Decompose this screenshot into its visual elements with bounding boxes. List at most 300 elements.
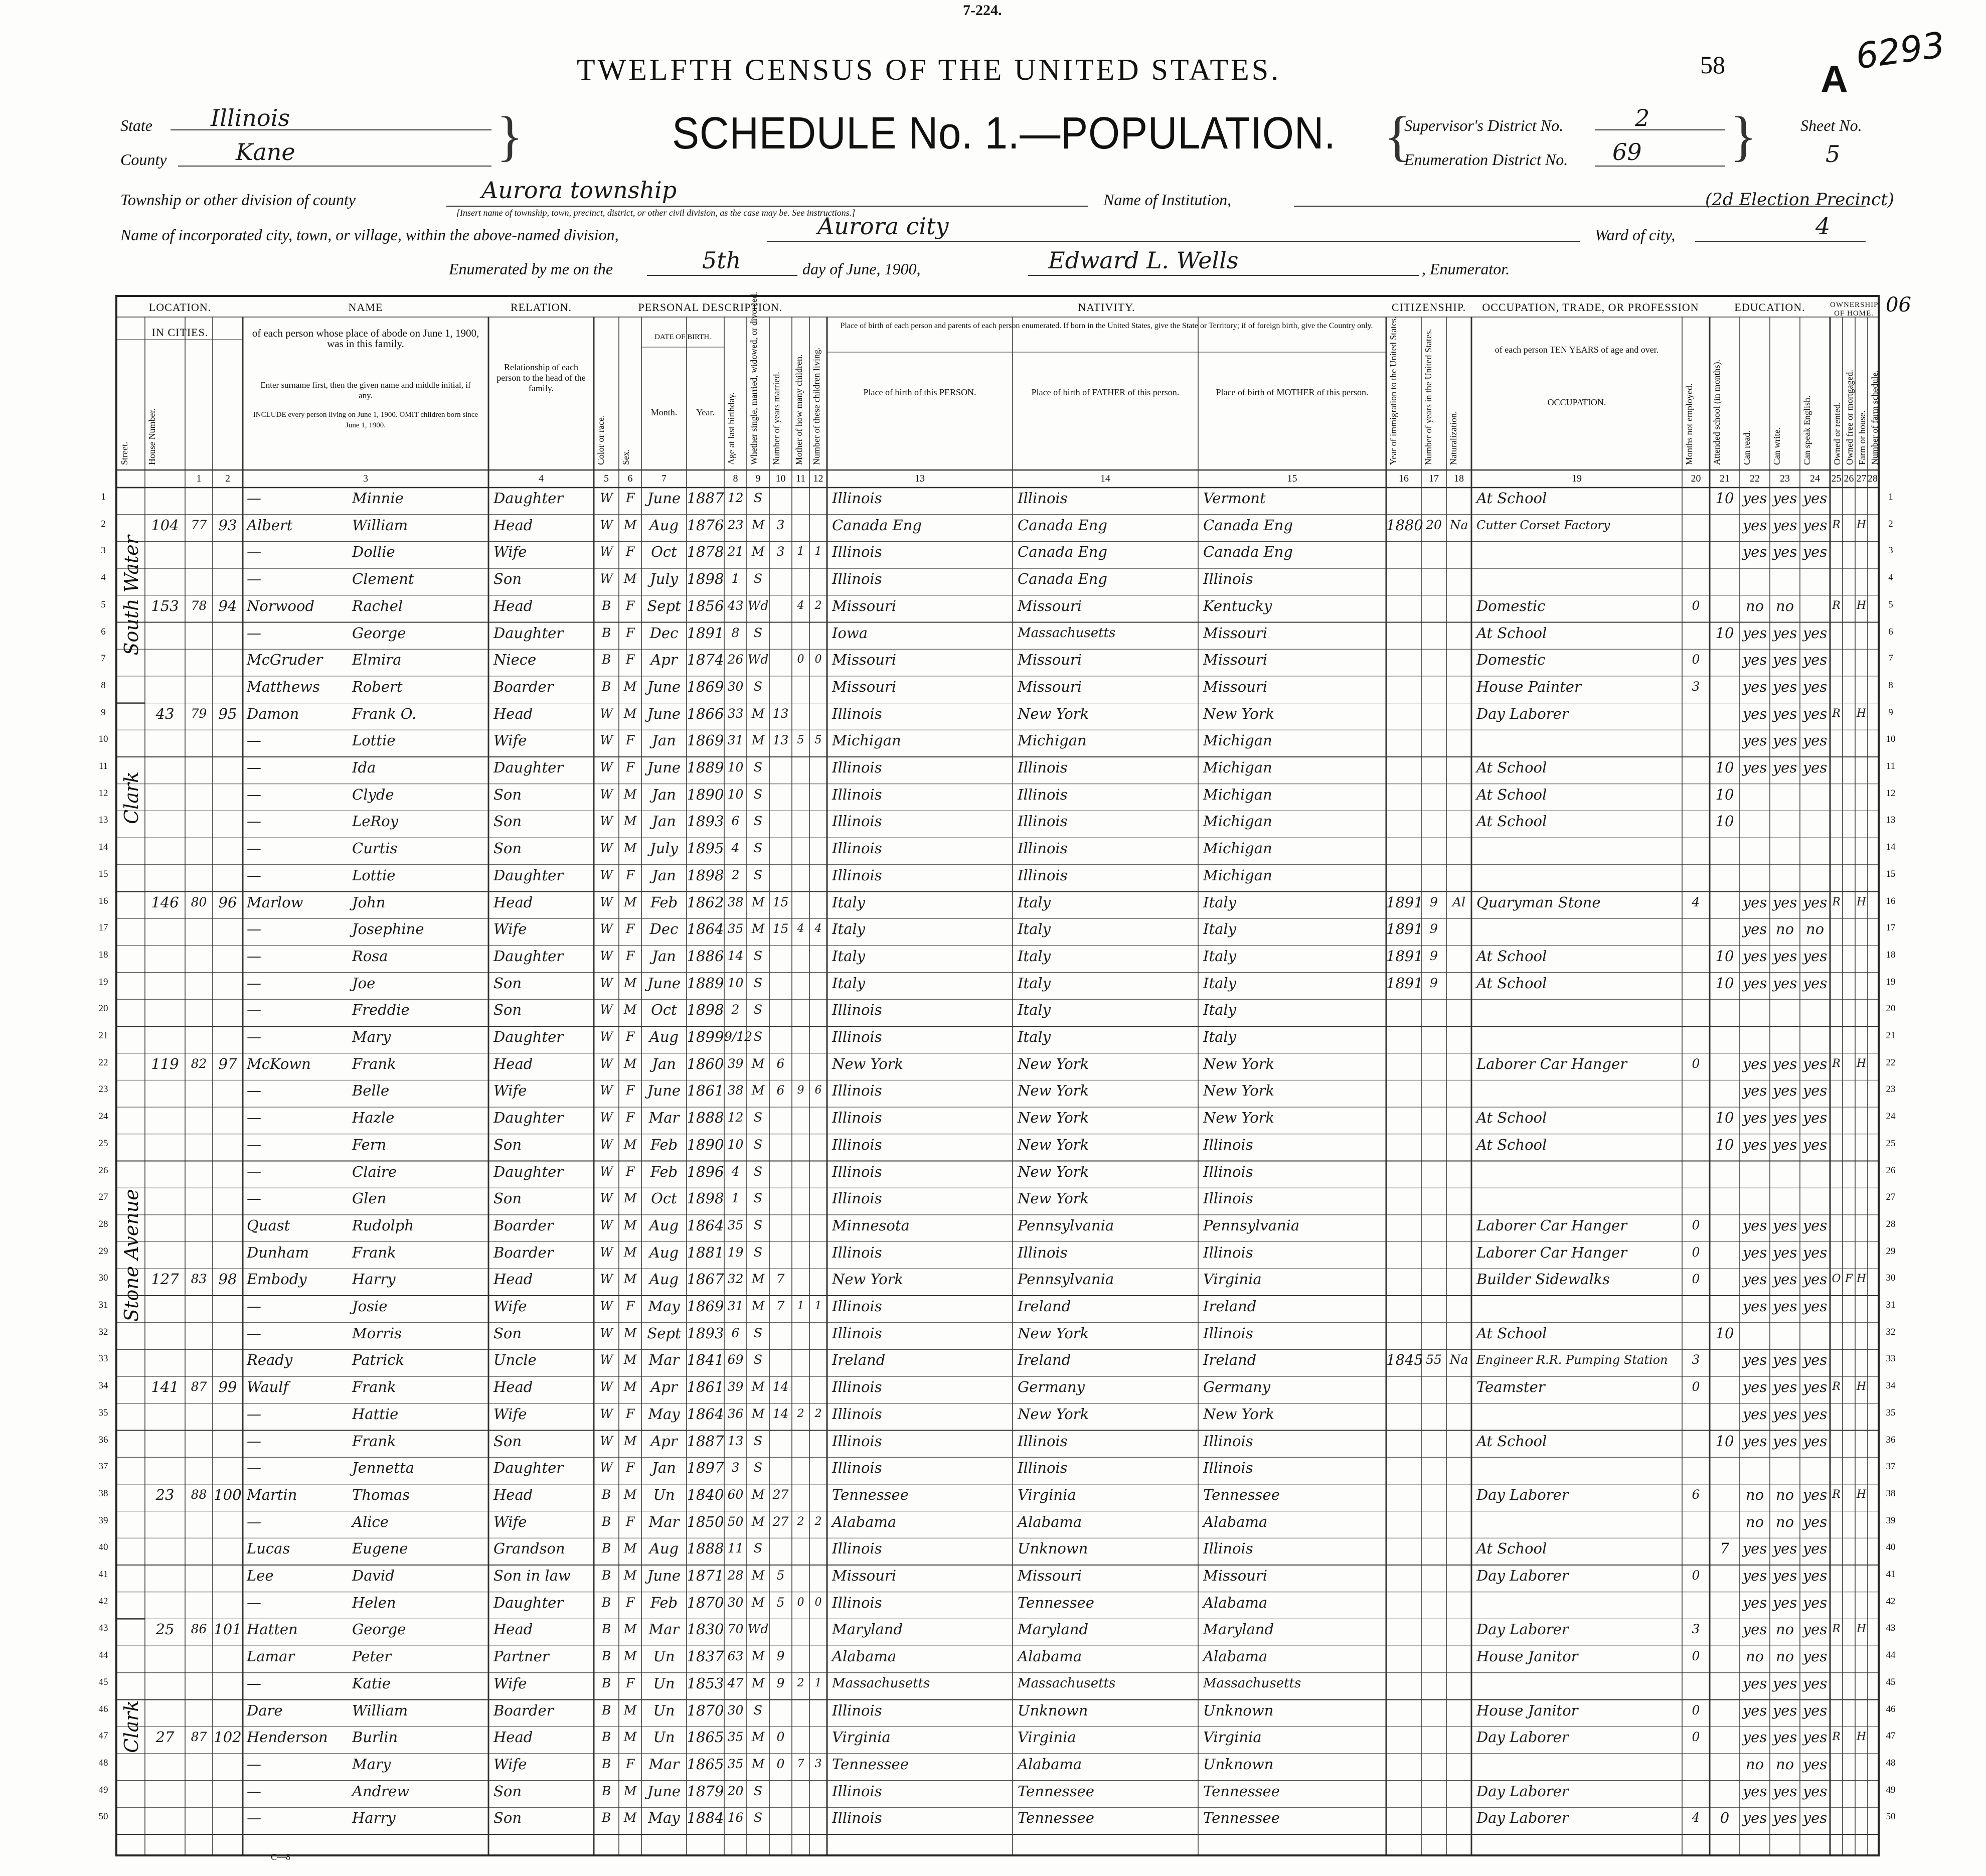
- cell-mon: Dec: [649, 920, 679, 938]
- cell-moc: 2: [797, 1515, 804, 1528]
- column-number: 7: [661, 473, 667, 484]
- cell-col: W: [600, 1191, 613, 1206]
- cell-moc: 2: [797, 1407, 804, 1420]
- cell-sch: 0: [1720, 1809, 1730, 1827]
- cell-mon: Mar: [648, 1513, 680, 1530]
- cell-rd: yes: [1742, 1729, 1767, 1746]
- cell-bp: Missouri: [832, 597, 897, 614]
- cell-mar: S: [753, 571, 763, 586]
- cell-moc: 0: [797, 1596, 804, 1609]
- column-header-chl: Number of these children living.: [811, 347, 821, 465]
- cell-wr: yes: [1772, 893, 1797, 911]
- cell-mar: S: [753, 1110, 763, 1125]
- row-number-right: 14: [1886, 842, 1896, 853]
- column-number: 22: [1750, 473, 1760, 484]
- cell-bp: Illinois: [832, 1001, 882, 1019]
- cell-imm: 1891: [1386, 974, 1423, 992]
- given-name: Hattie: [352, 1405, 399, 1423]
- cell-bm: Illinois: [1203, 1136, 1253, 1153]
- row-number-right: 19: [1886, 976, 1896, 987]
- cell-bf: Illinois: [1018, 1432, 1068, 1450]
- cell-mon: Feb: [650, 1163, 678, 1180]
- column-number: 27: [1856, 473, 1867, 484]
- row-number-left: 8: [101, 680, 106, 691]
- cell-bf: New York: [1018, 1190, 1089, 1207]
- cell-yr: 1893: [687, 1324, 724, 1342]
- cell-bf: Illinois: [1018, 813, 1068, 830]
- cell-wr: yes: [1772, 543, 1797, 561]
- cell-en: yes: [1802, 1298, 1828, 1315]
- cell-bm: Ireland: [1203, 1351, 1257, 1369]
- cell-sex: M: [623, 1217, 637, 1232]
- cell-occ: At School: [1476, 947, 1547, 965]
- cell-yr: 1840: [687, 1486, 724, 1503]
- cell-chl: 1: [814, 545, 822, 558]
- cell-rd: yes: [1742, 1378, 1767, 1396]
- cell-age: 35: [727, 1730, 744, 1745]
- cell-bp: Illinois: [832, 1082, 882, 1100]
- row-number-right: 4: [1888, 572, 1893, 583]
- cell-bp: Alabama: [832, 1513, 897, 1530]
- cell-mar: M: [751, 544, 765, 559]
- surname: —: [247, 1513, 261, 1530]
- cell-age: 2: [731, 1002, 740, 1017]
- supervisor-value: 2: [1635, 104, 1650, 131]
- cell-bp: Massachusetts: [832, 1675, 930, 1691]
- cell-rd: yes: [1742, 759, 1767, 776]
- cell-rel: Head: [493, 516, 533, 534]
- cell-yr: 1861: [687, 1082, 724, 1100]
- cell-col: W: [600, 1137, 613, 1152]
- cell-col: B: [601, 679, 611, 694]
- cell-bm: Missouri: [1203, 651, 1268, 669]
- cell-moc: 1: [797, 1300, 804, 1312]
- cell-house: 141: [151, 1378, 179, 1396]
- cell-bp: Illinois: [832, 705, 882, 722]
- row-number-right: 42: [1886, 1596, 1896, 1607]
- cell-age: 12: [727, 491, 744, 505]
- given-name: Katie: [352, 1674, 391, 1692]
- surname: —: [247, 920, 261, 938]
- row-number-right: 9: [1888, 707, 1893, 718]
- cell-bm: New York: [1203, 1055, 1275, 1072]
- cell-en: yes: [1802, 1513, 1828, 1530]
- cell-yr: 1871: [687, 1567, 724, 1584]
- cell-own: R: [1832, 1380, 1841, 1393]
- cell-wr: yes: [1772, 1243, 1797, 1261]
- row-number-left: 6: [101, 626, 106, 637]
- cell-bf: New York: [1018, 1136, 1089, 1153]
- cell-occ: Laborer Car Hanger: [1476, 1216, 1627, 1234]
- cell-ym: 9: [776, 1675, 785, 1690]
- surname: Martin: [247, 1486, 297, 1503]
- row-number-right: 3: [1888, 545, 1893, 556]
- cell-rel: Daughter: [493, 1163, 564, 1180]
- cell-bm: Michigan: [1203, 813, 1272, 830]
- cell-en: yes: [1802, 1216, 1828, 1234]
- cell-chl: 6: [814, 1084, 822, 1097]
- cell-rel: Son in law: [493, 1567, 571, 1584]
- cell-bm: Illinois: [1203, 1163, 1253, 1180]
- cell-ym: 7: [776, 1272, 785, 1287]
- cell-wr: yes: [1772, 947, 1797, 965]
- row-number-left: 30: [98, 1273, 108, 1284]
- cell-rd: yes: [1742, 1432, 1767, 1450]
- cell-bf: Tennessee: [1018, 1782, 1094, 1800]
- row-number-left: 3: [101, 545, 106, 556]
- cell-mon: Jan: [652, 866, 676, 884]
- person-name: [247, 652, 485, 667]
- cell-mar: M: [751, 1406, 765, 1421]
- cell-chl: 2: [814, 599, 822, 612]
- cell-bf: Ireland: [1018, 1298, 1071, 1315]
- cell-occ: Day Laborer: [1476, 1621, 1569, 1638]
- surname: —: [247, 1594, 261, 1611]
- surname: —: [247, 1190, 261, 1207]
- group-header: OCCUPATION, TRADE, OR PROFESSION: [1482, 301, 1699, 314]
- cell-farm: H: [1856, 599, 1867, 612]
- column-header-dob: DATE OF BIRTH.: [654, 333, 711, 341]
- cell-yr: 1841: [687, 1351, 724, 1369]
- surname: Lamar: [247, 1648, 295, 1665]
- cell-wr: yes: [1772, 1271, 1797, 1288]
- cell-bf: Unknown: [1018, 1701, 1088, 1719]
- cell-yr: 1884: [687, 1809, 724, 1827]
- cell-sex: F: [625, 1164, 635, 1179]
- cell-yr: 1898: [687, 1001, 724, 1019]
- cell-sch: 10: [1715, 490, 1734, 507]
- cell-moc: 4: [797, 599, 804, 612]
- surname: —: [247, 1324, 261, 1342]
- given-name: Robert: [352, 678, 403, 695]
- population-table: [98, 291, 1896, 1856]
- cell-en: yes: [1802, 1271, 1828, 1288]
- cell-yr: 1897: [687, 1459, 724, 1477]
- cell-mar: M: [751, 894, 765, 909]
- row-number-right: 38: [1886, 1488, 1896, 1499]
- cell-rel: Son: [493, 786, 522, 803]
- cell-fam: 93: [218, 516, 237, 534]
- column-number: 8: [733, 473, 738, 484]
- cell-yr: 1869: [687, 732, 724, 749]
- row-number-left: 24: [98, 1111, 108, 1122]
- surname: —: [247, 1782, 261, 1800]
- cell-en: yes: [1802, 1082, 1828, 1100]
- cell-en: yes: [1802, 1648, 1828, 1665]
- cell-occ: House Janitor: [1476, 1701, 1578, 1719]
- row-number-left: 16: [98, 895, 108, 906]
- cell-age: 60: [727, 1487, 744, 1502]
- cell-bm: Illinois: [1203, 1190, 1253, 1207]
- cell-sex: M: [623, 1487, 637, 1502]
- given-name: Alice: [352, 1513, 389, 1530]
- row-number-right: 40: [1886, 1542, 1896, 1553]
- cell-ym: 3: [776, 544, 785, 559]
- surname: —: [247, 1459, 261, 1477]
- cell-rel: Wife: [493, 1298, 527, 1315]
- cell-en: yes: [1802, 543, 1828, 561]
- street-name: Clark: [120, 1700, 142, 1753]
- column-header-en: Can speak English.: [1802, 395, 1812, 465]
- page-number: 58: [1700, 51, 1725, 79]
- column-header-occupation-note: of each person TEN YEARS of age and over.: [1495, 345, 1659, 355]
- cell-sex: M: [623, 1002, 637, 1017]
- cell-unemp: 0: [1692, 1244, 1700, 1260]
- cell-bf: Massachusetts: [1018, 1675, 1116, 1691]
- cell-sex: M: [623, 1325, 637, 1340]
- surname: —: [247, 1432, 261, 1450]
- group-header: OWNERSHIP OF HOME.: [1830, 301, 1879, 318]
- cell-age: 1: [731, 571, 740, 586]
- cell-col: W: [600, 544, 613, 559]
- cell-rel: Wife: [493, 920, 527, 938]
- cell-mar: S: [753, 1137, 763, 1152]
- township-label: Township or other division of county: [120, 191, 356, 209]
- cell-rel: Wife: [493, 1082, 527, 1100]
- cell-wr: yes: [1772, 1082, 1797, 1100]
- row-number-left: 9: [101, 707, 106, 718]
- cell-mon: May: [648, 1298, 680, 1315]
- cell-rel: Head: [493, 1055, 533, 1072]
- cell-age: 32: [727, 1272, 744, 1287]
- surname: Albert: [247, 516, 293, 534]
- cell-bp: Illinois: [832, 866, 882, 884]
- person-name: [247, 491, 485, 506]
- person-name: [247, 1568, 485, 1583]
- person-name: [247, 1487, 485, 1502]
- cell-dw: 86: [191, 1622, 207, 1637]
- row-number-left: 2: [101, 518, 106, 529]
- given-name: Frank O.: [352, 705, 417, 722]
- cell-rd: yes: [1742, 732, 1767, 749]
- cell-mar: S: [753, 1783, 763, 1798]
- cell-col: W: [600, 571, 613, 586]
- surname: —: [247, 543, 261, 561]
- cell-bm: Michigan: [1203, 866, 1272, 884]
- surname: —: [247, 786, 261, 803]
- row-number-right: 2: [1888, 518, 1893, 529]
- cell-ym: 13: [772, 706, 789, 721]
- person-name: [247, 1379, 485, 1394]
- cell-own: R: [1832, 1731, 1841, 1744]
- cell-en: yes: [1802, 1701, 1828, 1719]
- cell-bf: Missouri: [1018, 597, 1082, 614]
- cell-wr: yes: [1772, 732, 1797, 749]
- cell-bf: Illinois: [1018, 490, 1068, 507]
- cell-imm: 1891: [1386, 947, 1423, 965]
- cell-yr: 1888: [687, 1540, 724, 1557]
- cell-sex: M: [623, 706, 637, 721]
- cell-unemp: 0: [1692, 1379, 1700, 1394]
- row-number-right: 34: [1886, 1380, 1896, 1391]
- cell-imm: 1891: [1386, 893, 1423, 911]
- cell-bf: Unknown: [1018, 1540, 1088, 1557]
- column-header-col: Color or race.: [596, 415, 606, 465]
- cell-mar: S: [753, 1244, 763, 1260]
- census-title: TWELFTH CENSUS OF THE UNITED STATES.: [577, 53, 1281, 86]
- county-value: Kane: [236, 138, 295, 166]
- cell-wr: yes: [1772, 759, 1797, 776]
- cell-rel: Head: [493, 597, 533, 614]
- cell-mon: Jan: [652, 786, 676, 803]
- cell-en: yes: [1802, 1621, 1828, 1638]
- cell-mon: Sept: [647, 1324, 681, 1342]
- cell-sex: M: [623, 975, 637, 990]
- cell-rel: Wife: [493, 1405, 527, 1423]
- cell-sex: F: [625, 1675, 635, 1690]
- cell-col: W: [600, 1217, 613, 1232]
- row-number-left: 12: [98, 788, 108, 799]
- cell-bm: Illinois: [1203, 1324, 1253, 1342]
- cell-age: 10: [727, 975, 744, 990]
- row-number-left: 50: [98, 1811, 108, 1822]
- cell-en: yes: [1802, 678, 1828, 695]
- given-name: Josephine: [352, 920, 424, 938]
- row-number-right: 8: [1888, 680, 1893, 691]
- page-header: 7-224. TWELFTH CENSUS OF THE UNITED STATES. SCHEDULE No. 1.—POPULATION. 58 A 6293 State Illinois County Kane } { Supervisor's District No. 2 Enumeration District No. 69 } Sheet No. 5 Township or other division of county Aurora township [Insert name of township, town, precinct, district, or other civil division, as the case may be. See instructions.] Name of Institution, (2d Election Precinct) Name of incorporated city, town, or village, within the above-named division, Aurora city Ward of city, 4 Enumerated by me on the 5th day of June, 1900, Edward L. Wells , Enumerator.: [120, 2, 1947, 278]
- row-number-right: 45: [1886, 1676, 1896, 1687]
- cell-col: W: [600, 706, 613, 721]
- cell-bf: New York: [1018, 1109, 1089, 1127]
- cell-rel: Daughter: [493, 1459, 564, 1477]
- cell-rel: Wife: [493, 1755, 527, 1773]
- cell-occ: Teamster: [1476, 1378, 1545, 1396]
- cell-rel: Boarder: [493, 1216, 554, 1234]
- cell-yr: 1860: [687, 1055, 724, 1072]
- row-number-right: 32: [1886, 1326, 1896, 1337]
- cell-sch: 10: [1715, 624, 1734, 642]
- cell-dw: 83: [191, 1272, 207, 1287]
- cell-bp: Illinois: [832, 490, 882, 507]
- cell-rd: yes: [1742, 1243, 1767, 1261]
- cell-unemp: 0: [1692, 1568, 1700, 1583]
- cell-yr: 1891: [687, 624, 724, 642]
- surname: —: [247, 1298, 261, 1315]
- cell-sex: F: [625, 491, 635, 505]
- county-label: County: [120, 150, 167, 169]
- cell-mon: Jan: [652, 732, 676, 749]
- row-number-right: 22: [1886, 1057, 1896, 1068]
- cell-rd: yes: [1742, 1701, 1767, 1719]
- surname: —: [247, 947, 261, 965]
- cell-occ: Cutter Corset Factory: [1476, 518, 1610, 532]
- cell-sex: M: [623, 1137, 637, 1152]
- cell-ym: 27: [772, 1487, 789, 1502]
- cell-bf: Missouri: [1018, 1567, 1082, 1584]
- street-name: Stone Avenue: [120, 1189, 142, 1322]
- row-number-right: 47: [1886, 1731, 1896, 1742]
- column-number: 25: [1831, 473, 1842, 484]
- cell-col: W: [600, 1299, 613, 1313]
- person-name: [247, 1784, 485, 1799]
- cell-occ: Day Laborer: [1476, 1729, 1569, 1746]
- cell-bp: Illinois: [832, 1190, 882, 1207]
- cell-mar: S: [753, 1217, 763, 1232]
- cell-mar: Wd: [747, 1622, 769, 1637]
- cell-own: R: [1832, 1623, 1841, 1636]
- cell-col: B: [601, 1702, 611, 1717]
- row-number-left: 46: [98, 1703, 108, 1714]
- cell-bm: Illinois: [1203, 570, 1253, 588]
- cell-bf: New York: [1018, 1405, 1089, 1423]
- cell-mar: M: [751, 1514, 765, 1529]
- column-header-moc: Mother of how many children.: [794, 354, 804, 465]
- state-label: State: [120, 116, 152, 134]
- cell-yr: 1866: [687, 705, 724, 722]
- cell-mon: Aug: [649, 1028, 679, 1045]
- cell-col: W: [600, 733, 613, 748]
- cell-occ: At School: [1476, 1109, 1547, 1127]
- cell-occ: Builder Sidewalks: [1476, 1271, 1610, 1288]
- cell-mar: M: [751, 1272, 765, 1287]
- cell-fam: 101: [214, 1621, 242, 1638]
- row-number-left: 43: [98, 1623, 108, 1634]
- given-name: Dollie: [352, 543, 395, 561]
- cell-rel: Boarder: [493, 678, 554, 695]
- cell-unemp: 0: [1692, 1217, 1700, 1232]
- cell-age: 47: [727, 1675, 744, 1690]
- cell-mon: Mar: [648, 1755, 680, 1773]
- cell-bm: Michigan: [1203, 840, 1272, 857]
- cell-rd: no: [1745, 597, 1764, 614]
- cell-bf: New York: [1018, 1324, 1089, 1342]
- cell-sex: F: [625, 1083, 635, 1098]
- cell-mon: May: [648, 1809, 680, 1827]
- cell-bp: Missouri: [832, 1567, 897, 1584]
- cell-yus: 9: [1430, 975, 1438, 990]
- cell-col: W: [600, 814, 613, 829]
- cell-age: 30: [727, 1702, 744, 1717]
- cell-dw: 82: [191, 1056, 207, 1071]
- cell-bm: Tennessee: [1203, 1782, 1280, 1800]
- cell-mon: Un: [653, 1486, 675, 1503]
- enumeration-value: 69: [1612, 138, 1642, 166]
- cell-mar: M: [751, 1649, 765, 1664]
- cell-rel: Boarder: [493, 1701, 554, 1719]
- cell-age: 6: [731, 1325, 740, 1340]
- cell-bp: Illinois: [832, 1324, 882, 1342]
- cell-imm: 1880: [1386, 516, 1423, 534]
- cell-mon: June: [647, 678, 681, 695]
- cell-col: B: [601, 1568, 611, 1583]
- row-number-right: 46: [1886, 1703, 1896, 1714]
- cell-imm: 1891: [1386, 920, 1423, 938]
- column-header-fam: [215, 345, 241, 465]
- cell-fam: 98: [218, 1271, 237, 1288]
- surname: —: [247, 866, 261, 884]
- cell-bm: Italy: [1203, 1028, 1237, 1045]
- cell-sex: M: [623, 1541, 637, 1556]
- cell-bp: Illinois: [832, 1378, 882, 1396]
- given-name: Eugene: [352, 1540, 408, 1557]
- cell-mar: M: [751, 1083, 765, 1098]
- cell-bp: Illinois: [832, 1136, 882, 1153]
- cell-occ: At School: [1476, 1136, 1547, 1153]
- row-number-left: 19: [98, 976, 108, 987]
- cell-col: B: [601, 652, 611, 667]
- enumeration-label: Enumeration District No.: [1404, 150, 1568, 169]
- surname: Dunham: [247, 1243, 309, 1261]
- cell-ym: 0: [776, 1730, 785, 1745]
- surname: Henderson: [247, 1729, 328, 1746]
- row-number-right: 23: [1886, 1084, 1896, 1095]
- cell-own: R: [1832, 599, 1841, 612]
- cell-mar: S: [753, 1460, 763, 1475]
- row-number-left: 42: [98, 1596, 108, 1607]
- cell-occ: House Janitor: [1476, 1648, 1578, 1665]
- cell-wr: yes: [1772, 1701, 1797, 1719]
- row-number-right: 41: [1886, 1569, 1896, 1580]
